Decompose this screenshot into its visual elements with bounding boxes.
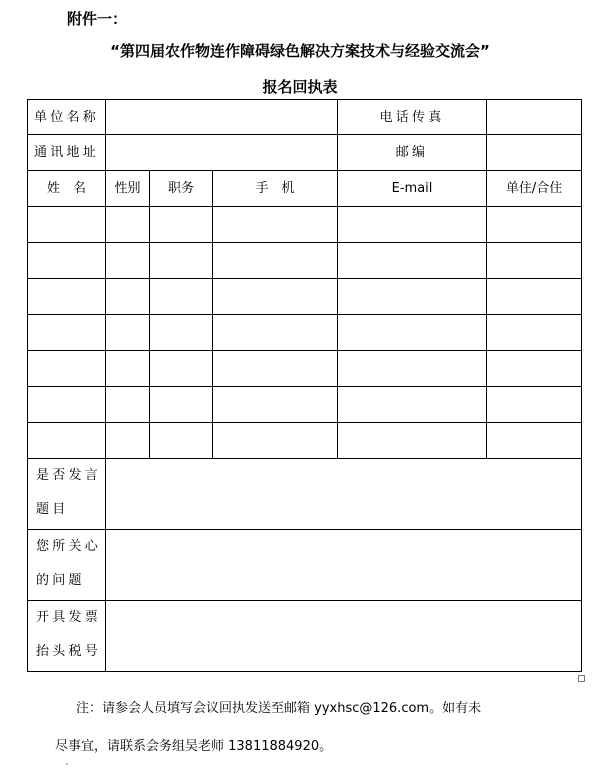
position-cell[interactable] <box>150 387 213 423</box>
mobile-cell[interactable] <box>213 387 338 423</box>
mobile-cell[interactable] <box>213 351 338 387</box>
room-cell[interactable] <box>487 243 582 279</box>
postcode-label: 邮编 <box>338 135 487 171</box>
email-cell[interactable] <box>338 423 487 459</box>
gender-cell[interactable] <box>106 423 150 459</box>
email-cell[interactable] <box>338 387 487 423</box>
address-row <box>28 135 582 171</box>
registration-form-table <box>27 99 582 672</box>
name-cell[interactable] <box>28 243 106 279</box>
name-cell[interactable] <box>28 279 106 315</box>
speech-topic-field[interactable] <box>106 459 582 530</box>
gender-cell[interactable] <box>106 207 150 243</box>
name-cell[interactable] <box>28 351 106 387</box>
position-cell[interactable] <box>150 207 213 243</box>
invoice-label: 开具发票 抬头税号 <box>28 601 106 672</box>
phone-fax-label: 电话传真 <box>338 100 487 135</box>
address-label: 通讯地址 <box>28 135 106 171</box>
mobile-cell[interactable] <box>213 423 338 459</box>
col-room: 单住/合住 <box>487 171 582 207</box>
gender-cell[interactable] <box>106 351 150 387</box>
speech-topic-row <box>28 459 582 530</box>
name-cell[interactable] <box>28 387 106 423</box>
invoice-row <box>28 601 582 672</box>
gender-cell[interactable] <box>106 315 150 351</box>
position-cell[interactable] <box>150 243 213 279</box>
name-cell[interactable] <box>28 315 106 351</box>
gender-cell[interactable] <box>106 243 150 279</box>
attendee-row <box>28 243 582 279</box>
email-cell[interactable] <box>338 207 487 243</box>
position-cell[interactable] <box>150 279 213 315</box>
gender-cell[interactable] <box>106 279 150 315</box>
event-title: “第四届农作物连作障碍绿色解决方案技术与经验交流会” <box>110 42 490 60</box>
attendee-row <box>28 315 582 351</box>
mobile-cell[interactable] <box>213 243 338 279</box>
col-name: 姓 名 <box>28 171 106 207</box>
mobile-cell[interactable] <box>213 207 338 243</box>
postcode-field[interactable] <box>487 135 582 171</box>
col-email: E-mail <box>338 171 487 207</box>
position-cell[interactable] <box>150 315 213 351</box>
table-resize-handle[interactable] <box>578 675 585 682</box>
unit-name-field[interactable] <box>106 100 338 135</box>
phone-fax-field[interactable] <box>487 100 582 135</box>
position-cell[interactable] <box>150 423 213 459</box>
email-cell[interactable] <box>338 279 487 315</box>
attachment-label: 附件一： <box>67 10 128 28</box>
unit-name-label: 单位名称 <box>28 100 106 135</box>
position-cell[interactable] <box>150 351 213 387</box>
name-cell[interactable] <box>28 207 106 243</box>
room-cell[interactable] <box>487 315 582 351</box>
mobile-cell[interactable] <box>213 315 338 351</box>
room-cell[interactable] <box>487 207 582 243</box>
note-line-2: 尽事宜，请联系会务组吴老师 13811884920。 <box>55 739 333 754</box>
attendee-row <box>28 351 582 387</box>
form-title: 报名回执表 <box>262 78 338 96</box>
email-cell[interactable] <box>338 315 487 351</box>
attendee-row <box>28 279 582 315</box>
col-gender: 性别 <box>106 171 150 207</box>
concerns-field[interactable] <box>106 530 582 601</box>
column-header-row <box>28 171 582 207</box>
address-field[interactable] <box>106 135 338 171</box>
room-cell[interactable] <box>487 423 582 459</box>
email-cell[interactable] <box>338 243 487 279</box>
room-cell[interactable] <box>487 279 582 315</box>
speech-topic-label: 是否发言 题目 <box>28 459 106 530</box>
concerns-row <box>28 530 582 601</box>
attendee-row <box>28 387 582 423</box>
page-speck <box>66 763 68 765</box>
room-cell[interactable] <box>487 387 582 423</box>
note-line-1: 注：请参会人员填写会议回执发送至邮箱 yyxhsc@126.com。如有未 <box>76 701 482 716</box>
col-mobile: 手 机 <box>213 171 338 207</box>
email-cell[interactable] <box>338 351 487 387</box>
attendee-row <box>28 207 582 243</box>
attendee-row <box>28 423 582 459</box>
unit-row <box>28 100 582 135</box>
col-position: 职务 <box>150 171 213 207</box>
room-cell[interactable] <box>487 351 582 387</box>
gender-cell[interactable] <box>106 387 150 423</box>
invoice-field[interactable] <box>106 601 582 672</box>
mobile-cell[interactable] <box>213 279 338 315</box>
name-cell[interactable] <box>28 423 106 459</box>
concerns-label: 您所关心 的问题 <box>28 530 106 601</box>
